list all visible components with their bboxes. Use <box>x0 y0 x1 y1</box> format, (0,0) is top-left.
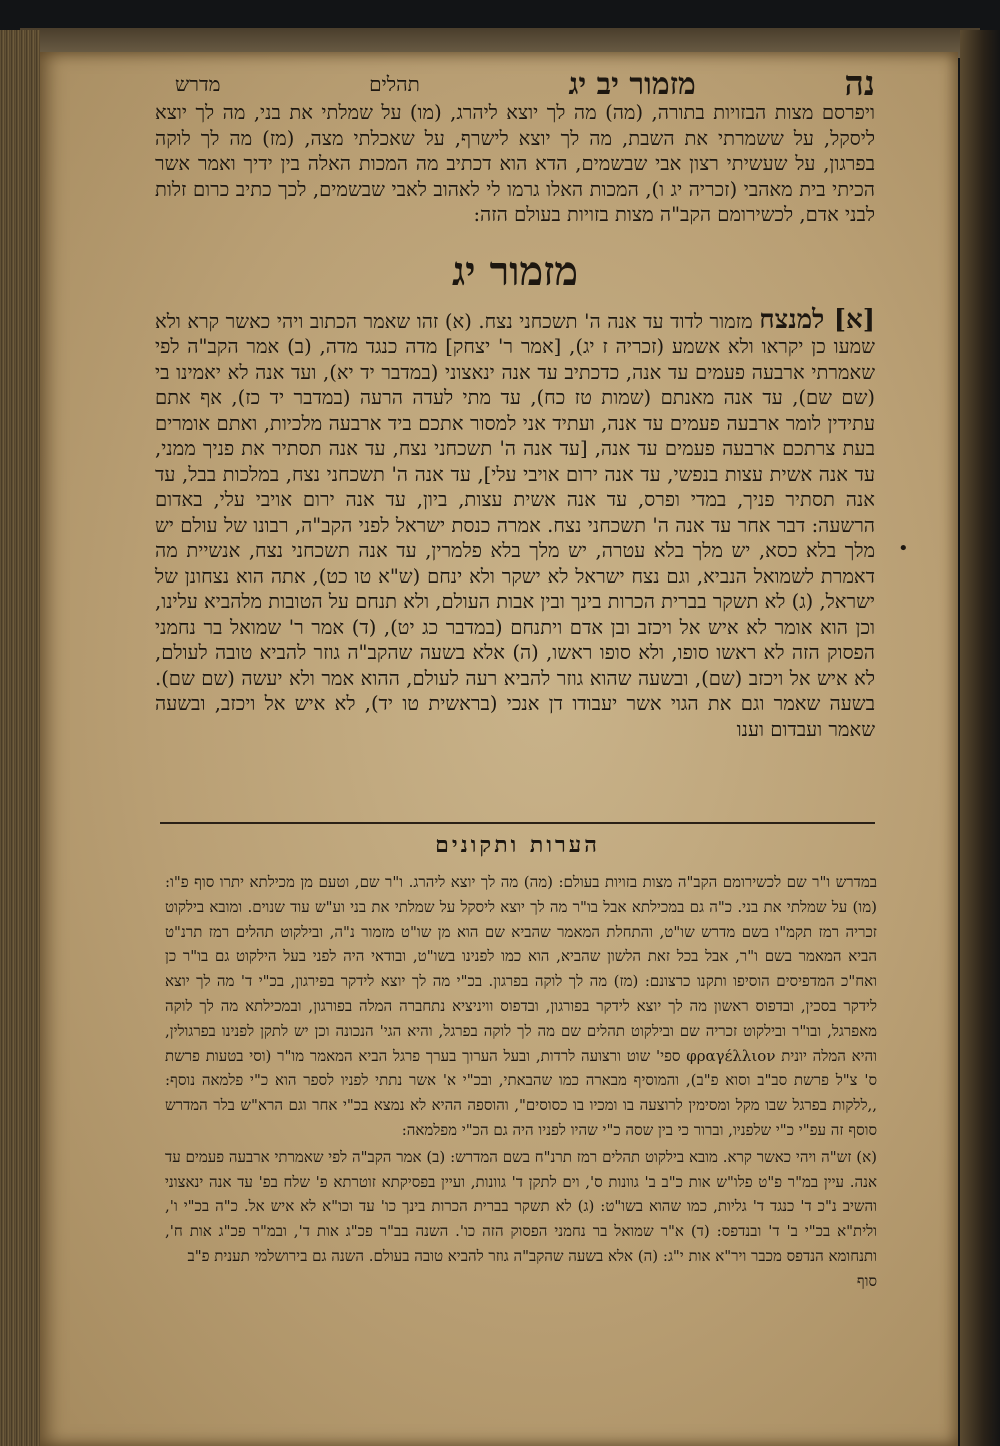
page-edges-right <box>960 30 1000 1446</box>
psalm-title: מזמור יג <box>451 247 579 295</box>
lead-word: [א] למנצח <box>759 304 875 335</box>
catchword: סוף <box>856 1271 877 1290</box>
commentary-body: מזמור לדוד עד אנה ה' תשכחני נצח. (א) זהו שאמר הכתוב ויהי כאשר קרא ולא שמעו כן יקראו ולא אשמע (זכריה ז יג), [אמר ר' יצחק] מדה כנגד מדה, (ב) אמר הקב"ה לפי שאמרתי ארבעה פעמים עד אנה, כדכתיב עד אנה ינאצוני (במדבר יד יא), ועד אנה לא יאמינו בי (שם שם), עד אנה מאנתם (שמות טז כח), עד מתי לעדה הרעה (במדבר יד כז), אף אתם עתידין לומר ארבעה פעמים עד אנה, ועתיד אני למסור אתכם ביד ארבעה מלכיות, ואתם אומרים בעת צרתכם ארבעה פעמים עד אנה, [עד אנה ה' תשכחני נצח, עד אנה תסתיר את פניך ממני, עד אנה אשית עצות בנפשי, עד אנה ירום אויבי עלי], עד אנה ה' תשכחני נצח, במלכות בבל, עד אנה תסתיר פניך, במדי ופרס, עד אנה אשית עצות, ביון, עד אנה ירום אויבי עלי, באדום הרשעה: דבר אחר עד אנה ה' תשכחני נצח. אמרה כנסת ישראל לפני הקב"ה, רבונו של עולם יש מלך בלא כסא, יש מלך בלא עטרה, יש מלך בלא פלמרין, עד אנה תשכחני נצח, אנשיית מה דאמרת לשמואל הנביא, וגם נצח ישראל לא ישקר ולא ינחם (ש"א טו כט), אתה הוא נצחונן של ישראל, (ג) לא תשקר בברית הכרות בינך ובין אבות העולם, ולא תנחם על הטובות מלהביא עלינו, וכן הוא אומר לא איש אל ויכזב ובן אדם ויתנחם (במדבר כג יט), (ד) אמר ר' שמואל בר נחמני הפסוק הזה לא ראשו סופו, ולא סופו ראשו, (ה) אלא בשעה שהקב"ה גוזר להביא טובה לעולם, לא איש אל ויכזב (שם), ובשעה שהוא גוזר להביא רעה לעולם, ההוא אמר ולא יעשה (שם שם). בשעה שאמר וגם את הגוי אשר יעבודו דן אנכי (בראשית טו יד), לא איש אל ויכזב, ובשעה שאמר ועבדום וענו <box>155 309 875 741</box>
section-divider <box>160 822 875 824</box>
notes-paragraph-2: (א) זש"ה ויהי כאשר קרא. מובא בילקוט תהלים רמז תרנ"ח בשם המדרש: (ב) אמר הקב"ה לפי שאמרתי ארבעה פעמים עד אנה. עיין במ"ר פ"ט פלו"ש אות כ"ב ב' גוונות ס', וים לתקן ד' גוונות, ועיין בפסיקתא זוטרתא פ' שלח בפ' עד אנה ינאצוני והשיב נ"כ ד' כנגד ד' גליות, כמו שהוא בשו"ט: (ג) לא תשקר בברית הכרות בינך כו' עד וכו"א לא איש אל. כ"ה בכ"י ו', ולית"א בכ"י ב' ד' ובנדפס: (ד) א"ר שמואל בר נחמני הפסוק הזה כו'. השנה בב"ר פכ"ג אות ד', ובמ"ר פכ"ג אות ח', ותנחומא הנדפס מכבר ויר"א אות י"ג: (ה) אלא בשעה שהקב"ה גוזר להביא טובה בעולם. השנה גם בירושלמי תענית פ"ב <box>165 1147 877 1265</box>
margin-mark: • <box>898 538 909 559</box>
page-number: נה <box>844 64 875 104</box>
work-name: מדרש <box>175 71 221 96</box>
notes-paragraph-1: במדרש ו"ר שם לכשירומם הקב"ה מצות בזויות בעולם: (מה) מה לך יוצא ליהרג. ו"ר שם, וטעם מן מכילתא יתרו סוף פ"ו: (מו) על שמלתי את בני. כ"ה גם במכילתא אבל בו"ר מה לך יוצא ליסקל על שמלתי את בני וע"ש עוד שנוים. ומובא בילקוט זכריה רמז תקמ"ו בשם מדרש שו"ט, והתחלת המאמר שהביא שם הוא מן שו"ט מזמור נ"ה, ובילקוט תהלים רמז תרנ"ט הביא המאמר בשם ו"ר, אבל בכל זאת הלשון שהביא, הוא כמו לפנינו בשו"ט, ובודאי היה לפני בעל הילקוט גם בו"ר כן ואח"כ המדפיסים הוסיפו ותקנו כרצונם: (מז) מה לך לוקה בפרגון. בכ"י מה לך יוצא לידקר בפירגון, בכ"י ד' מה לך יוצא לידקר בסכין, ובדפוס ראשון מה לך יוצא לידקר בפורגון, ובדפוס וויניציא נתחברה המלה בפורגון, ובמכילתא מה לך לוקה מאפרגל, ובו"ר ובילקוט זכריה שם ובילקוט תהלים שם מה לך לוקה בפרגל, והיא הגי' הנכונה וכן יש לתקן לפנינו בפרגולין, והיא המלה יונית φραγέλλιον ספי' שוט ורצועה לרדות, ובעל הערוך בערך פרגל הביא המאמר מו"ר (וסי בטעות פרשת ס' צ"ל פרשת סב"ב וסוא פ"ב), והמוסיף מבארה כמו שהבאתי, ובכ"י א' אשר נתתי לפניו לספר הוא כ"י פלמאה נוסף: ,,ללקות בפרגל שבו מקל ומסימין לרוצעה בו ומכיו בו כסוסים", והוספה ההיא לא נמצא בכ"י אחר וגם הרא"ש בלר המדרש סוסף זה עפ"י כ"י שלפניו, וברור כי בין שסה כ"י שהיו לפניו היה גם הכ"י מפלמאה: <box>165 873 877 1139</box>
notes-block <box>165 870 877 1294</box>
main-text-block <box>155 100 875 742</box>
book-name: תהלים <box>369 71 420 96</box>
notes-heading: הערות ותקונים <box>435 832 600 858</box>
psalm-reference: מזמור יב יג <box>568 66 696 102</box>
page-edges-left <box>0 30 40 1446</box>
psalm-commentary <box>155 304 875 743</box>
top-paragraph: ויפרסם מצות הבזויות בתורה, (מה) מה לך יוצא ליהרג, (מו) על שמלתי את בני, מה לך יוצא ליסקל, על ששמרתי את השבת, מה לך יוצא לישרף, על שאכלתי מצה, (מז) מה לך לוקה בפרגון, על שעשיתי רצון אבי שבשמים, הדא הוא דכתיב מה המכות האלה בין ידיך ואמר אשר הכיתי בית מאהבי (זכריה יג ו), המכות האלו גרמו לי לאהוב לאבי שבשמים, לכך כתיב כרום זלות לבני אדם, לכשירומם הקב"ה מצות בזויות בעולם הזה: <box>155 101 875 226</box>
